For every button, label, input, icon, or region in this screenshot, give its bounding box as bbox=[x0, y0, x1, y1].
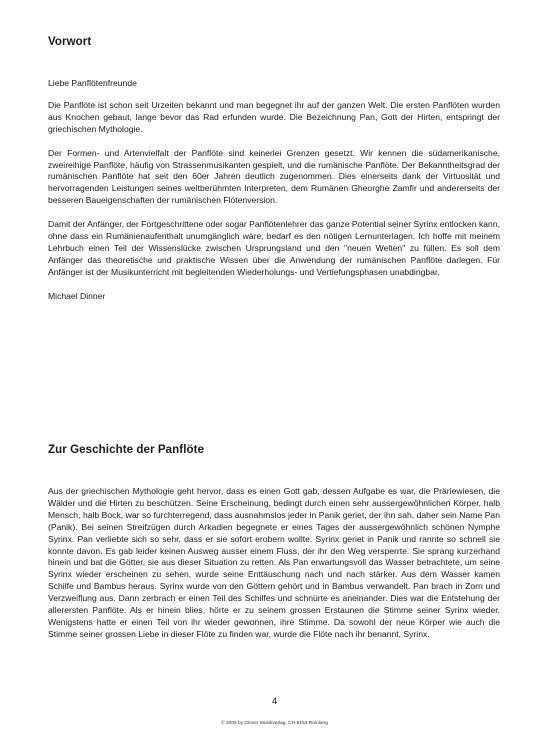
preface-section bbox=[48, 36, 500, 303]
preface-paragraph: Der Formen- und Artenvielfalt der Panflöte sind keinerlei Grenzen gesetzt. Wir kennen die südamerikanische, zweireihige Panflöte, häufig von Strassenmusikanten gespielt, und die rumänische Panflöte. Der Bekanntheitsgrad der rumänischen Panflöte hat seit den 60er Jahren deutlich zugenommen. Dies einerseits dank der Virtuosität und hervorragenden Leistungen seines weltberühmten Interpreten, dem Rumänen Gheorghe Zamfir und andererseits der besseren Baueigenschaften der rumänischen Flötenversion. bbox=[48, 147, 500, 206]
preface-paragraph: Damit der Anfänger, der Fortgeschrittene oder sogar Panflötenlehrer das ganze Potential seiner Syrinx entlocken kann, ohne dass ein Rumänienaufenthalt unumgänglich wäre, bedarf es den nötigen Lernunterlagen. Ich hoffe mit meinem Lehrbuch einen Teil der Wissenslücke zwischen Ursprungsland und den "neuen Welten" zu füllen. Es soll dem Anfänger das theoretische und praktische Wissen über die Anwendung der rumänischen Panflöte darlegen. Für Anfänger ist der Musikunterricht mit begleitenden Wiederholungs- und Vertiefungsphasen unabdingbar. bbox=[48, 219, 500, 277]
history-section bbox=[48, 444, 500, 641]
greeting: Liebe Panflötenfreunde bbox=[48, 78, 137, 88]
page-number: 4 bbox=[271, 696, 278, 707]
preface-paragraph: Die Panflöte ist schon seit Urzeiten bekannt und man begegnet ihr auf der ganzen Welt. Die ersten Panflöten wurden aus Knochen gebaut, lange bevor das Rad erfunden wurde. Die Bezeichnung Pan, Gott der Hirten, entspringt der griechischen Mythologie. bbox=[48, 99, 500, 134]
history-paragraph: Aus der griechischen Mythologie geht hervor, dass es einen Gott gab, dessen Aufgabe es war, die Präriewiesen, die Wälder und die Hirten zu beschützen. Seine Erscheinung, bedingt durch einen sehr aussergewöhnlichen Körper, halb Mensch, halb Bock, war so furchterregend, dass ausnahmslos jeder in Panik geriet, der ihn sah, daher sein Name Pan (Panik). Bei seinen Streifzügen durch Arkadien begegnete er eines Tages der aussergewöhnlich schönen Nymphe Syrinx. Pan verliebte sich so sehr, dass er sie sofort erobern wollte. Syrinx geriet in Panik und rannte so schnell sie konnte davon. Es gab leider keinen Ausweg ausser einem Fluss, der ihr den Weg versperrte. Sie sprang kurzerhand hinein und bat die Götter, sie aus dieser Situation zu retten. Als Pan erwartungsvoll das Wasser betrachtete, um seine Syrinx wieder erscheinen zu sehen, wurde seine Enttäuschung nach und nach stärker. Aus dem Wasser kamen Schilfe und Bambus heraus. Syrinx wurde von den Göttern gehört und in Bambus verwandelt. Pan brach in Zorn und Verzweiflung aus. Dann zerbrach er einen Teil des Schilfes und schnürte es aneinander. Dies war die Entstehung der allerersten Panflöte. Als er hinein blies, hörte er zu seinem grossen Erstaunen die Stimme seiner Syrinx wieder. Wenigstens hatte er einen Teil von ihr wieder gewonnen, ihre Stimme. Da sowohl der neue Körper wie auch die Stimme seiner grossen Liebe in dieser Flöte zu finden war, wurde die Flöte nach ihr benannt, Syrinx. bbox=[48, 486, 500, 639]
author-signature: Michael Dinner bbox=[48, 290, 106, 301]
preface-heading: Vorwort bbox=[48, 36, 92, 48]
history-heading: Zur Geschichte der Panflöte bbox=[48, 444, 205, 456]
copyright-footer: © 2005 by Dinner Musikverlag, CH-8153 Rümlang bbox=[221, 721, 328, 726]
